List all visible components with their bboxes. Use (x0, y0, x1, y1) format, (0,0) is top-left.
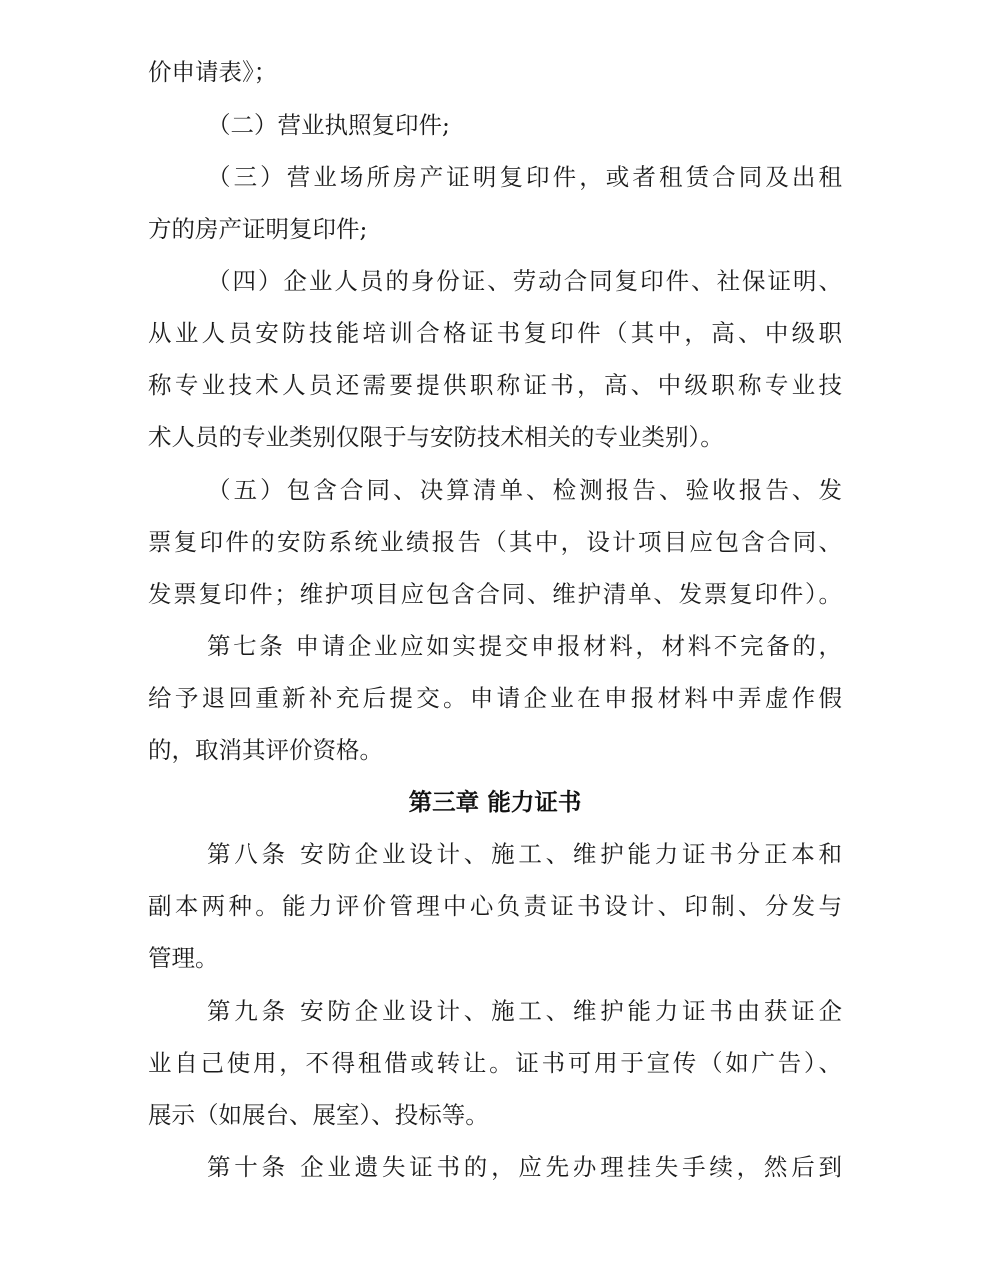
paragraph-line: （二）营业执照复印件; (207, 111, 450, 139)
paragraph-line: 第九条 安防企业设计、施工、维护能力证书由获证企 (207, 997, 842, 1025)
paragraph-line: 第八条 安防企业设计、施工、维护能力证书分正本和 (207, 840, 842, 868)
paragraph-line: 管理。 (148, 944, 219, 972)
paragraph-line: 的，取消其评价资格。 (148, 736, 383, 764)
paragraph-line: （三）营业场所房产证明复印件，或者租赁合同及出租 (207, 163, 842, 191)
paragraph-line: 第十条 企业遗失证书的，应先办理挂失手续，然后到 (207, 1153, 842, 1181)
paragraph-line: （四）企业人员的身份证、劳动合同复印件、社保证明、 (207, 267, 842, 295)
paragraph-line: 术人员的专业类别仅限于与安防技术相关的专业类别）。 (148, 423, 724, 451)
paragraph-line: 方的房产证明复印件; (148, 215, 368, 243)
chapter-heading: 第三章 能力证书 (408, 788, 582, 816)
paragraph-line: 业自己使用，不得租借或转让。证书可用于宣传（如广告）、 (148, 1049, 842, 1077)
paragraph-line: 给予退回重新补充后提交。申请企业在申报材料中弄虚作假 (148, 684, 842, 712)
paragraph-line: 第七条 申请企业应如实提交申报材料，材料不完备的， (207, 632, 842, 660)
paragraph-line: 从业人员安防技能培训合格证书复印件（其中，高、中级职 (148, 319, 842, 347)
paragraph-line: 票复印件的安防系统业绩报告（其中，设计项目应包含合同、 (148, 528, 842, 556)
paragraph-line: 价申请表》； (148, 58, 278, 86)
paragraph-line: 发票复印件；维护项目应包含合同、维护清单、发票复印件）。 (148, 580, 842, 608)
paragraph-line: 副本两种。能力评价管理中心负责证书设计、印制、分发与 (148, 892, 842, 920)
paragraph-line: （五）包含合同、决算清单、检测报告、验收报告、发 (207, 476, 842, 504)
paragraph-line: 展示（如展台、展室）、投标等。 (148, 1101, 489, 1129)
paragraph-line: 称专业技术人员还需要提供职称证书，高、中级职称专业技 (148, 371, 842, 399)
